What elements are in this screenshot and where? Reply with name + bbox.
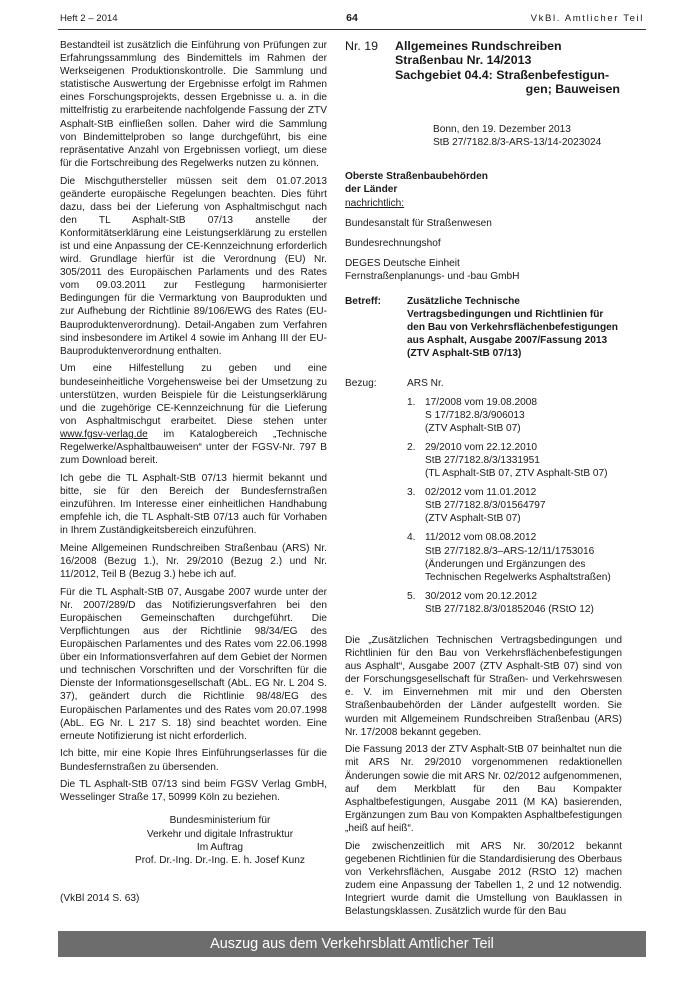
item-body: [425, 441, 622, 480]
item-line: S 17/7182.8/3/906013: [425, 409, 525, 421]
page-number: 64: [346, 12, 358, 24]
item-line: 29/2010 vom 22.12.2010: [425, 441, 538, 453]
list-item: [407, 486, 622, 525]
item-line: 17/2008 vom 19.08.2008: [425, 396, 538, 408]
circular-title: [395, 39, 622, 96]
paragraph: Meine Allgemeinen Rundschreiben Straßenbau (ARS) Nr. 16/2008 (Bezug 1.), Nr. 29/2010 (Bezug 2.) und Nr. 11/2012, Teil B (Bezug 3.) hebe ich auf.: [60, 542, 327, 581]
footer-banner: Auszug aus dem Verkehrsblatt Amtlicher Teil: [58, 931, 646, 957]
title-line: Straßenbau Nr. 14/2013: [395, 53, 532, 68]
paragraph: Die Mischguthersteller müssen seit dem 01.07.2013 geänderte europäische Regelungen beachten. Dies führt dazu, dass bei der Lieferung von Asphaltmischgut nach den TL Asphalt-StB 07/13 anstelle der Konformitätserklärung eine Leistungserklärung zu erstellen ist und eine Anpassung der CE-Kennzeichnung erforderlich wird. Grundlage hierfür ist die Verordnung (EU) Nr. 305/2011 des Europäischen Parlaments und des Rates vom 09.03.2011 zur Festlegung harmonisierter Bedingungen für die Vermarktung von Bauprodukten und zur Aufhebung der Richtlinie 89/106/EWG des Rates (EU-Bauproduktenverordnung). Detail-Angaben zum Verfahren sind insbesondere im Artikel 4 sowie im Anhang III der EU-Bauproduktenverordnung enthalten.: [60, 175, 327, 357]
signature-line: Im Auftrag: [196, 841, 244, 853]
subject-label: Betreff:: [345, 296, 382, 308]
reference-heading: ARS Nr.: [407, 377, 444, 389]
reference-list-container: [407, 377, 622, 623]
cc-label: nachrichtlich:: [345, 197, 405, 209]
recipient: [345, 170, 622, 196]
paragraph-text: Um eine Hilfestellung zu geben und eine bundeseinheitliche Vorgehensweise bei der Umsetzung zu unterstützen, wurden Beispiele für die Leistungserklärung und die zugehörige CE-Kennzeichnung für die Lieferung von Asphaltmischgut erarbeitet. Diese stehen unter: [60, 363, 327, 427]
item-body: [425, 590, 622, 616]
item-body: [425, 396, 622, 435]
title-line: Allgemeines Rundschreiben: [395, 39, 562, 53]
reference-list: [407, 396, 622, 616]
title-line: Sachgebiet 04.4: Straßenbefestigun-: [395, 67, 610, 82]
subject-text: Zusätzliche Technische Vertragsbedingungen und Richtlinien für den Bau von Verkehrsflächenbefestigungen aus Asphalt, Ausgabe 2007/Fassung 2013 (ZTV Asphalt-StB 07/13): [407, 296, 618, 360]
item-line: 11/2012 vom 08.08.2012: [425, 532, 537, 544]
item-line: StB 27/7182.8/3/01564797: [425, 500, 546, 512]
issue-label: Heft 2 – 2014: [60, 13, 118, 24]
title-line: gen; Bauweisen: [525, 81, 620, 96]
signature-line: Prof. Dr.-Ing. Dr.-Ing. E. h. Josef Kunz: [135, 854, 305, 866]
recipient-line: der Länder: [345, 184, 398, 196]
issue-date: Bonn, den 19. Dezember 2013: [433, 124, 571, 136]
item-line: (TL Asphalt-StB 07, ZTV Asphalt-StB 07): [425, 468, 608, 480]
list-item: [407, 590, 622, 616]
page-header: [58, 10, 646, 34]
item-number: 1.: [407, 396, 416, 408]
date-block: [433, 123, 622, 149]
item-number: 4.: [407, 532, 416, 544]
recipient-line: Oberste Straßenbaubehörden: [345, 171, 488, 183]
list-item: [407, 441, 622, 480]
signature-block: [110, 814, 330, 866]
item-number: 5.: [407, 590, 416, 602]
circular-body: [345, 634, 622, 918]
source-reference: (VkBl 2014 S. 63): [60, 893, 140, 904]
paragraph: Die Fassung 2013 der ZTV Asphalt-StB 07 beinhaltet nun die mit ARS Nr. 29/2010 vorgenommenen redaktionellen Änderungen sowie die mit ARS Nr. 02/2012 aufgenommenen, auf dem Merkblatt für den Bau Kompakter Asphaltbefestigungen, Ausgabe 2011 (M KA) basierenden, Ergänzungen zum Bau von Kompakten Asphaltbefestigungen „heiß auf heiß“.: [345, 744, 622, 834]
signature-line: Verkehr und digitale Infrastruktur: [146, 828, 294, 840]
left-column: [60, 39, 327, 867]
paragraph-text: im Katalogbereich „Technische Regelwerke/Asphaltbauweisen“ unter der FGSV-Nr. 797 B zum Download bereit.: [60, 428, 327, 467]
paragraph: Die zwischenzeitlich mit ARS Nr. 30/2012 bekannt gegebenen Richtlinien für die Standardisierung des Oberbaus von Verkehrsflächen, Ausgabe 2012 (RStO 12) machen zudem eine Anpassung der Tabellen 1, 2 und 12 notwendig. Integriert wurde damit die Umstellung von Bauklassen in Belastungsklassen. Zusätzlich wurde für den Bau: [345, 840, 622, 918]
fgsv-link[interactable]: www.fgsv-verlag.de: [60, 428, 148, 440]
item-line: (ZTV Asphalt-StB 07): [425, 422, 521, 434]
item-line: (Änderungen und Ergänzungen des Technischen Regelwerks Asphaltstraßen): [425, 558, 611, 583]
paragraph: [60, 362, 327, 467]
item-body: [425, 486, 622, 525]
cc-item: DEGES Deutsche Einheit: [345, 257, 460, 269]
circular-heading: [345, 39, 622, 96]
subject-block: [345, 295, 622, 360]
item-line: 02/2012 vom 11.01.2012: [425, 487, 537, 499]
circular-number: Nr. 19: [345, 39, 379, 53]
list-item: [407, 531, 622, 583]
item-body: [425, 531, 622, 583]
journal-label: VkBl. Amtlicher Teil: [530, 13, 644, 24]
cc-item: Bundesanstalt für Straßenwesen: [345, 217, 492, 229]
item-line: StB 27/7182.8/3/01852046 (RStO 12): [425, 603, 594, 615]
reference-label: Bezug:: [345, 377, 377, 389]
cc-item: Fernstraßenplanungs- und -bau GmbH: [345, 270, 520, 282]
file-reference: StB 27/7182.8/3-ARS-13/14-2023024: [433, 137, 602, 149]
item-line: (ZTV Asphalt-StB 07): [425, 513, 521, 525]
header-rule: [58, 29, 646, 30]
item-line: StB 27/7182.8/3/1331951: [425, 454, 540, 466]
paragraph: Ich gebe die TL Asphalt-StB 07/13 hiermit bekannt und bitte, sie für den Bereich der Bundesfernstraßen einzuführen. Im Interesse einer einheitlichen Handhabung empfehle ich, die TL Asphalt-StB 07/13 auch für Vorhaben in Ihrem Zuständigkeitsbereich einzuführen.: [60, 472, 327, 537]
item-number: 3.: [407, 487, 416, 499]
paragraph: Die TL Asphalt-StB 07/13 sind beim FGSV Verlag GmbH, Wesselinger Straße 17, 50999 Köln zu beziehen.: [60, 779, 327, 804]
right-column: [345, 39, 622, 923]
item-line: 30/2012 vom 20.12.2012: [425, 590, 538, 602]
list-item: [407, 396, 622, 435]
item-number: 2.: [407, 441, 416, 453]
reference-block: [345, 377, 622, 623]
paragraph: Bestandteil ist zusätzlich die Einführung von Prüfungen zur Erfahrungssammlung des Bindemittels im Rahmen der Werkseigenen Produktionskontrolle. Die Sammlung und statistische Auswertung der Ergebnisse erfolgt im Rahmen eines Forschungsprojekts, dessen Ergebnisse u. a. in die mittelfristig zu erarbeitende nachfolgende Fassung der ZTV Asphalt-StB einfließen sollen. Daher wird die Sammlung von Bindemittelproben so lange durchgeführt, bis eine repräsentative Anzahl von Ergebnissen vorliegt, um diese für die Fortschreibung des Regelwerks nutzen zu können.: [60, 40, 327, 169]
cc-item: Bundesrechnungshof: [345, 237, 441, 249]
item-line: StB 27/7182.8/3–ARS-12/11/1753016: [425, 545, 595, 557]
paragraph: Ich bitte, mir eine Kopie Ihres Einführungserlasses für die Bundesfernstraßen zu übersenden.: [60, 748, 327, 773]
signature-line: Bundesministerium für: [169, 815, 271, 827]
paragraph: Die „Zusätzlichen Technischen Vertragsbedingungen und Richtlinien für den Bau von Verkehrsflächenbefestigungen aus Asphalt“, Ausgabe 2007 (ZTV Asphalt-StB 07) sind von der Forschungsgesellschaft für Straßen- und Verkehrswesen e. V. im Einvernehmen mit mir und den Obersten Straßenbaubehörden der Länder aufgestellt worden. Sie wurden mit Allgemeinem Rundschreiben Straßenbau (ARS) Nr. 17/2008 bekannt gegeben.: [345, 635, 622, 738]
paragraph: Für die TL Asphalt-StB 07, Ausgabe 2007 wurde unter der Nr. 2007/289/D das Notifizierungsverfahren bei den Europäischen Gemeinschaften durchgeführt. Die Verpflichtungen aus der Richtlinie 98/34/EG des Europäischen Parlamentes und des Rates vom 22.06.1998 über ein Informationsverfahren auf dem Gebiet der Normen und technischen Vorschriften und der Vorschriften für die Dienste der Informationsgesellschaft (AbL. EG Nr. L 204 S. 37), geändert durch die Richtlinie 98/48/EG des Europäischen Parlamentes und des Rates vom 20.07.1998 (AbL. EG Nr. L 217 S. 18) sind beachtet worden. Eine erneute Notifizierung ist nicht erforderlich.: [60, 586, 327, 742]
